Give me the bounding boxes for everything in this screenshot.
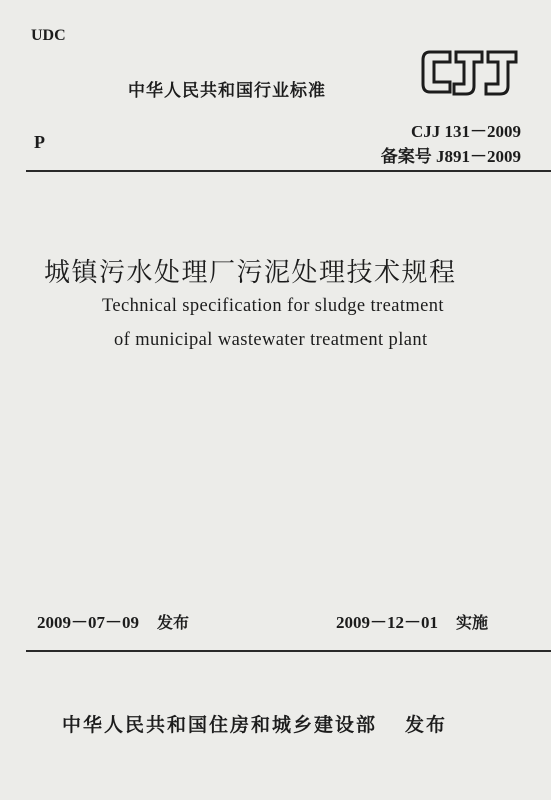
implement-date-block (336, 608, 488, 633)
industry-standard-heading: 中华人民共和国行业标准 (128, 81, 326, 101)
title-chinese: 城镇污水处理厂污泥处理技术规程 (44, 258, 457, 288)
bottom-divider (26, 650, 551, 652)
issue-date: 2009－07－09 (37, 613, 139, 632)
top-divider (26, 170, 551, 172)
issuer-block (62, 710, 447, 737)
record-number: 备案号 J891－2009 (380, 147, 521, 166)
implement-date: 2009－12－01 (336, 613, 438, 632)
cjj-logo (420, 44, 522, 100)
udc-label: UDC (31, 27, 66, 44)
title-english-line2: of municipal wastewater treatment plant (114, 330, 428, 350)
issue-date-block (37, 608, 189, 633)
classification-label: P (34, 132, 45, 152)
implement-label: 实施 (456, 613, 489, 632)
issue-label: 发布 (157, 613, 190, 632)
issuer-label: 发布 (405, 714, 448, 736)
title-english-line1: Technical specification for sludge treatment (102, 296, 444, 316)
issuer-name: 中华人民共和国住房和城乡建设部 (62, 714, 378, 736)
standard-code: CJJ 131－2009 (410, 122, 521, 141)
